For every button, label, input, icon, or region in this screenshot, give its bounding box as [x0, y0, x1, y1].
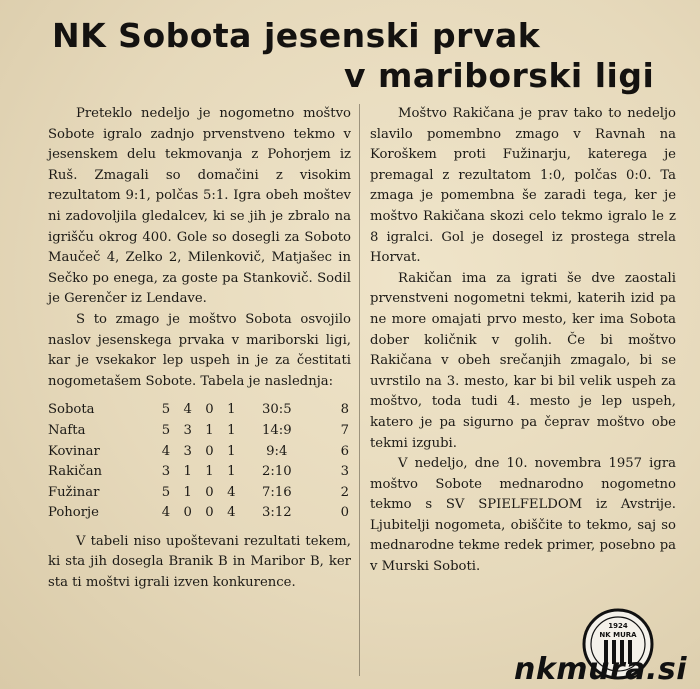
standings-goals: 7:16	[261, 484, 292, 500]
standings-row	[48, 503, 351, 524]
standings-drawn: 0	[205, 505, 214, 521]
standings-table	[48, 400, 351, 524]
standings-team: Sobota	[48, 402, 95, 418]
left-paragraph-3: V tabeli niso upoštevani rezultati tekem, ki sta jih dosegla Branik B in Maribor B, ker sta ti moštvi igrali izven konkurence.	[48, 533, 351, 591]
standings-row	[48, 462, 351, 483]
site-watermark: nkmura.si	[514, 652, 688, 687]
headline-line-1: NK Sobota jesenski prvak	[52, 16, 541, 55]
standings-team: Rakičan	[48, 464, 103, 480]
standings-played: 4	[161, 505, 171, 521]
standings-points: 7	[340, 422, 349, 438]
standings-lost: 4	[227, 484, 236, 500]
standings-lost: 1	[227, 422, 236, 438]
right-column	[370, 104, 676, 578]
standings-won: 0	[183, 505, 192, 521]
standings-row	[48, 421, 351, 442]
standings-drawn: 1	[205, 422, 214, 438]
standings-points: 6	[340, 443, 349, 459]
right-paragraph-1: Moštvo Rakičana je prav tako to nedeljo slavilo pomembno zmago v Ravnah na Koroškem proti Fužinarju, katerega je premagal z rezultatom 1:0, polčas 0:0. Ta zmaga je pomembna še zaradi tega, ker je moštvo Rakičana skozi celo tekmo igralo le z 8 igralci. Gol je dosegel iz prostega strela Horvat.	[370, 106, 676, 266]
standings-team: Nafta	[48, 422, 86, 438]
standings-played: 3	[161, 464, 171, 480]
standings-goals: 30:5	[261, 402, 292, 418]
standings-points: 3	[340, 464, 349, 480]
standings-drawn: 0	[205, 402, 214, 418]
standings-lost: 4	[227, 505, 236, 521]
standings-drawn: 1	[205, 464, 214, 480]
standings-won: 3	[183, 443, 192, 459]
standings-goals: 9:4	[266, 443, 288, 459]
right-paragraph-3: V nedeljo, dne 10. novembra 1957 igra moštvo Sobote mednarodno nogometno tekmo s SV SPIELFELDOM iz Avstrije. Ljubitelji nogometa, obiščite to tekmo, saj so mednarodne tekme redek primer, posebno pa v Murski Soboti.	[370, 456, 676, 575]
standings-drawn: 0	[205, 484, 214, 500]
right-paragraph-2: Rakičan ima za igrati še dve zaostali prvenstveni nogometni tekmi, katerih izid pa ne more omajati prvo mesto, ker ima Sobota dober količnik v golih. Če bi moštvo Rakičana v obeh srečanjih zmagalo, bi se uvrstilo na 3. mesto, kar bi bil velik uspeh za moštvo, toda tudi 4. mesto je lep uspeh, katero je pa sigurno pa čeprav moštvo obe tekmi izgubi.	[370, 270, 676, 451]
standings-points: 2	[340, 484, 349, 500]
badge-year: 1924	[608, 622, 628, 630]
standings-goals: 3:12	[261, 505, 292, 521]
standings-played: 5	[161, 484, 171, 500]
standings-played: 4	[161, 443, 171, 459]
standings-won: 1	[183, 484, 192, 500]
standings-points: 8	[340, 402, 349, 418]
standings-row	[48, 400, 351, 421]
standings-lost: 1	[227, 443, 236, 459]
standings-row	[48, 483, 351, 504]
standings-won: 3	[183, 422, 192, 438]
standings-team: Fužinar	[48, 484, 100, 500]
standings-played: 5	[161, 422, 171, 438]
standings-won: 4	[183, 402, 192, 418]
standings-team: Kovinar	[48, 443, 100, 459]
standings-points: 0	[340, 505, 349, 521]
standings-goals: 2:10	[261, 464, 292, 480]
left-paragraph-2: S to zmago je moštvo Sobota osvojilo naslov jesenskega prvaka v mariborski ligi, kar je vsekakor lep uspeh in je za čestitati nogometašem Sobote. Tabela je naslednja:	[48, 311, 351, 389]
badge-name: NK MURA	[599, 631, 637, 639]
column-divider	[359, 104, 360, 676]
left-column	[48, 104, 351, 594]
standings-drawn: 0	[205, 443, 214, 459]
standings-played: 5	[161, 402, 171, 418]
standings-lost: 1	[227, 402, 236, 418]
headline-line-2: v mariborski ligi	[344, 56, 655, 95]
standings-goals: 14:9	[261, 422, 292, 438]
left-paragraph-1: Preteklo nedeljo je nogometno moštvo Sobote igralo zadnjo prvenstveno tekmo v jesenskem delu tekmovanja z Pohorjem iz Ruš. Zmagali so domačini z visokim rezultatom 9:1, polčas 5:1. Igra obeh moštev ni zadovoljila gledalcev, ki se jih je zbralo na igrišču okrog 400. Gole so dosegli za Soboto Maučeč 4, Zelko 2, Milenkovič, Matjašec in Sečko po enega, za goste pa Stankovič. Sodil je Gerenčer iz Lendave.	[48, 106, 351, 307]
standings-team: Pohorje	[48, 505, 99, 521]
standings-row	[48, 442, 351, 463]
standings-lost: 1	[227, 464, 236, 480]
standings-won: 1	[183, 464, 192, 480]
